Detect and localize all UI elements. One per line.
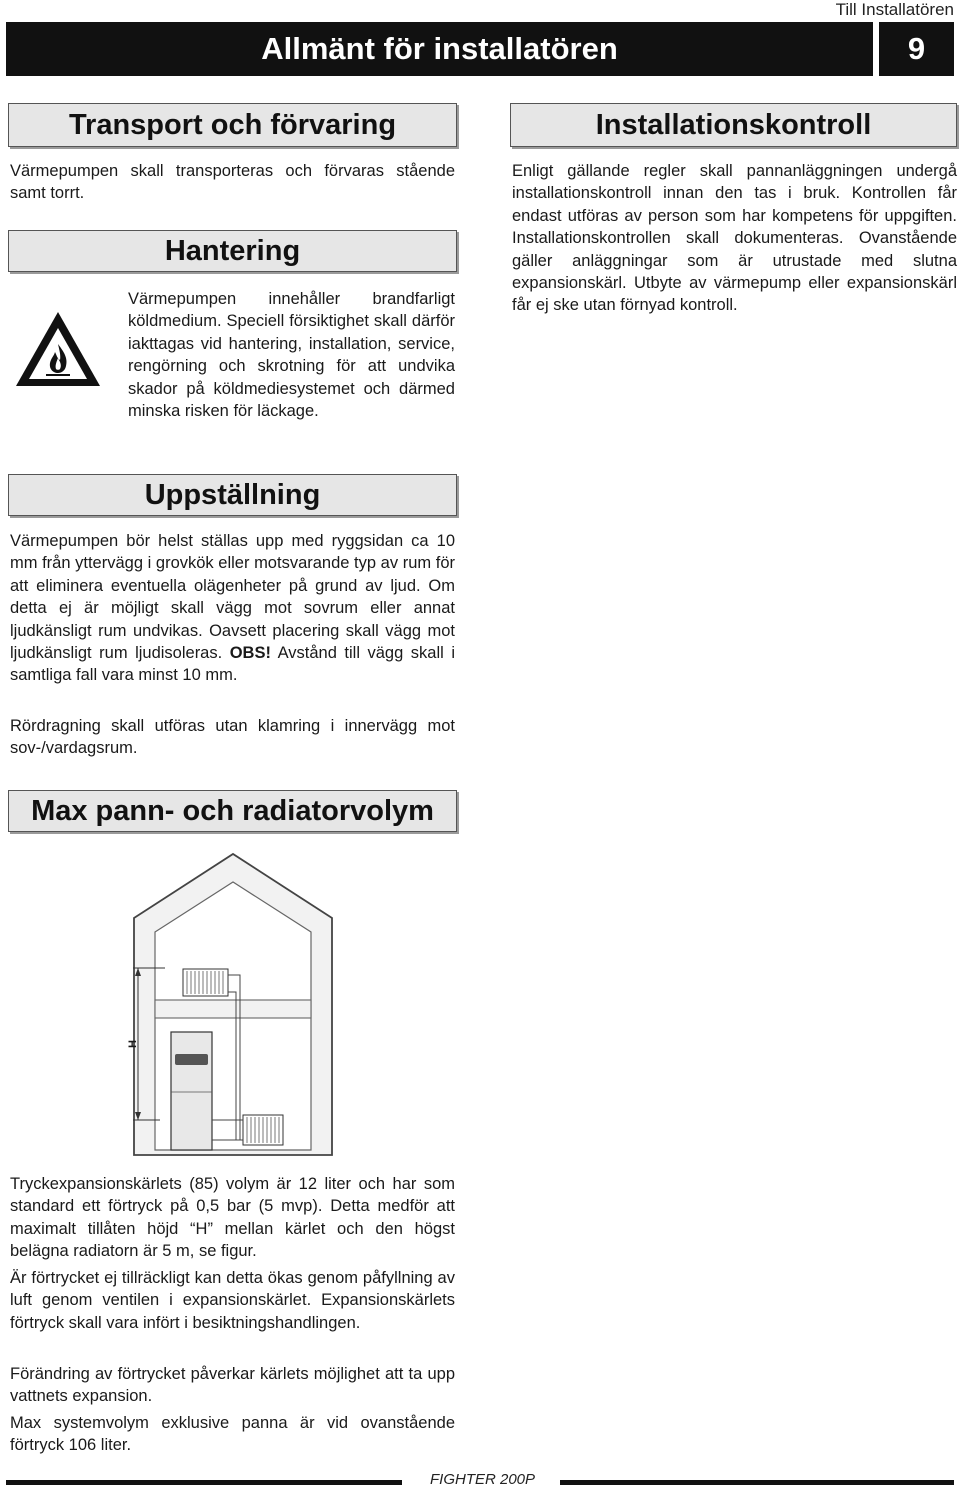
uppstallning-heading: Uppställning [144,478,321,511]
installationskontroll-text: Enligt gällande regler skall pannanläggningen undergå installationskontroll innan den tas i bruk. Kontrollen får endast utföras av person som har kompetens för uppgiften. Installationskontrollen skall dokumenteras. Ovanstående gäller anläggningar som är utrustade med slutna expansionskärl. Utbyte av värmepump eller expansionskärl får ej ske utan förnyad kontroll. [512,162,957,315]
installationskontroll-heading: Installationskontroll [595,108,872,141]
diagram-label-h: H [127,1040,139,1048]
max-volym-text-4: Max systemvolym exklusive panna är vid ovanstående förtryck 106 liter. [10,1414,455,1455]
page-title: Allmänt för installatören [261,31,618,66]
max-volym-text-3: Förändring av förtrycket påverkar kärlets möjlighet att ta upp vattnets expansion. [10,1365,455,1406]
page-title-bar [6,22,873,76]
heat-pump-unit [171,1032,212,1150]
uppstallning-heading-box [8,474,457,516]
floor-slab [155,1000,311,1018]
transport-text: Värmepumpen skall transporteras och förvaras stående samt torrt. [10,162,455,203]
transport-heading: Transport och förvaring [68,108,397,141]
hantering-heading-box [8,230,457,272]
footer-model: FIGHTER 200P [430,1471,536,1488]
uppstallning-body [10,530,455,687]
installationskontroll-heading-box [510,103,957,147]
max-volym-heading-box [8,790,457,832]
hantering-text: Värmepumpen innehåller brandfarligt köldmedium. Speciell försiktighet skall därför iakttagas vid hantering, installation, service, rengörning och skrotning för att undvika skador på köldmediesystemet och därmed minska risken för läckage. [128,290,455,421]
max-volym-text-1: Tryckexpansionskärlets (85) volym är 12 liter och har som standard ett förtryck på 0,5 bar (5 mvp). Detta medför att maximalt tillåten höjd “H” mellan kärlet och den högst belägna radiatorn är 5 m, se figur. [10,1175,455,1261]
hantering-heading: Hantering [164,234,301,267]
top-label: Till Installatören [835,0,954,19]
transport-heading-box [8,103,457,147]
page-number: 9 [907,31,926,66]
page-number-box [879,22,954,76]
uppstallning-text: Värmepumpen bör helst ställas upp med ryggsidan ca 10 mm från yttervägg i grovkök eller motsvarande typ av rum för att eliminera eventuella olägenheter på grund av ljud. Om detta ej är möjligt skall vägg mot sovrum eller annat ljudkänsligt rum undvikas. Oavsett placering skall vägg mot ljudkänsligt rum ljudisoleras. [10,532,455,663]
flammable-warning-icon [12,308,104,390]
footer-rule-right [560,1480,954,1485]
upper-radiator [183,969,228,996]
max-volym-text-2: Är förtrycket ej tillräckligt kan detta ökas genom påfyllning av luft genom ventilen i expansionskärlet. Expansionskärlets förtryck skall vara infört i besiktningshandlingen. [10,1269,455,1332]
uppstallning-text-2: Rördragning skall utföras utan klamring i innervägg mot sov-/vardagsrum. [10,717,455,758]
obs-label: OBS! [229,644,271,663]
max-volym-heading: Max pann- och radiatorvolym [31,794,434,827]
footer-rule-left [6,1480,402,1485]
obs-text: Avstånd till vägg skall i samtliga fall vara minst 10 mm. [10,644,455,685]
house-diagram [125,848,340,1158]
